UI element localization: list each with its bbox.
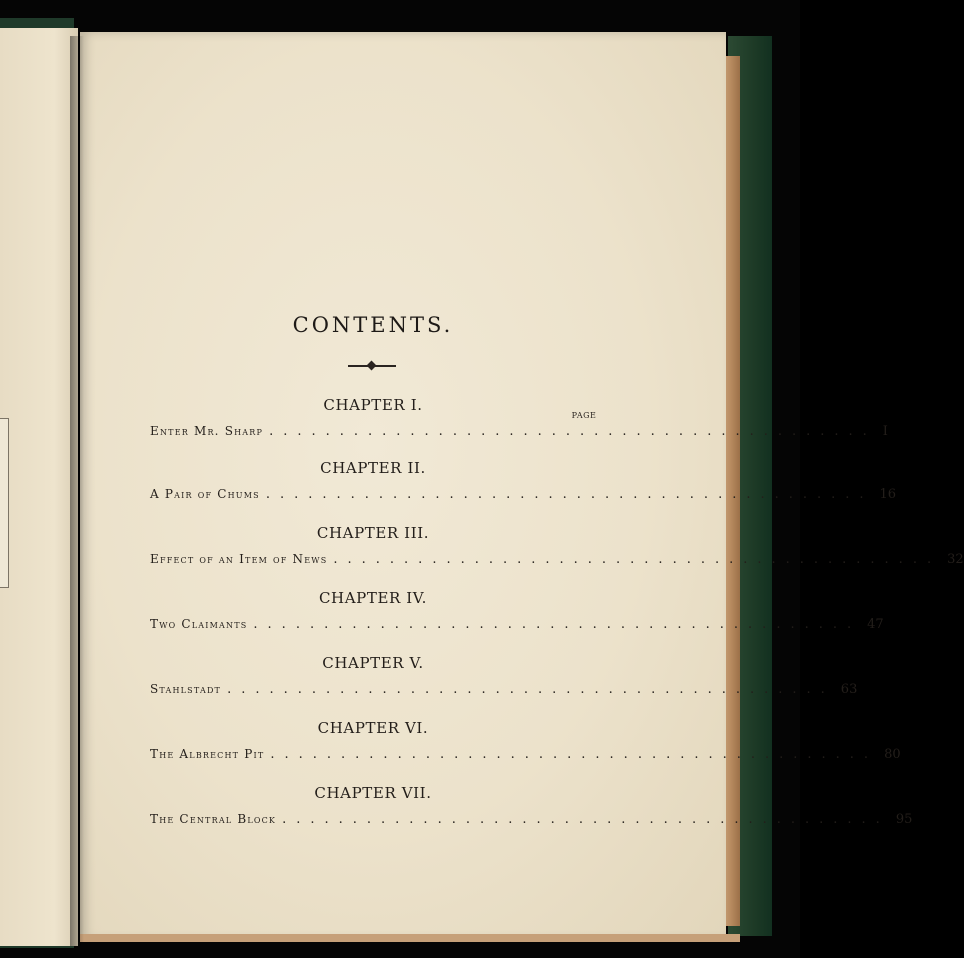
toc-line <box>150 747 901 767</box>
chapter-title: Effect of an Item of News <box>150 552 328 566</box>
facing-page <box>0 28 78 946</box>
leader-dots: ........................................... <box>282 812 890 827</box>
toc-entry <box>150 524 964 582</box>
chapter-title: Stahlstadt <box>150 682 222 696</box>
chapter-heading: CHAPTER VI. <box>317 719 429 737</box>
page-number: 47 <box>867 617 884 632</box>
chapter-heading: CHAPTER IV. <box>318 589 427 607</box>
toc-line <box>150 424 888 444</box>
leader-dots: ........................................... <box>227 682 835 697</box>
page-number: 95 <box>895 812 913 827</box>
chapter-heading: CHAPTER V. <box>322 654 424 672</box>
toc-line <box>150 812 913 832</box>
page-number: I <box>882 424 888 439</box>
toc-entry <box>150 396 888 454</box>
chapter-title: The Central Block <box>150 812 277 826</box>
chapter-title: Enter Mr. Sharp <box>150 424 264 438</box>
contents-heading: CONTENTS. <box>292 313 454 337</box>
chapter-heading: CHAPTER VII. <box>314 784 432 802</box>
toc-entry <box>150 784 913 842</box>
page-number: 16 <box>879 487 897 502</box>
toc-line <box>150 617 884 637</box>
leader-dots: ........................................... <box>270 747 879 762</box>
leader-dots: ........................................... <box>265 487 874 502</box>
page-column-heading: PAGE <box>571 411 597 420</box>
leader-dots: ........................................... <box>253 617 862 632</box>
chapter-heading: CHAPTER III. <box>316 524 430 542</box>
toc-entry <box>150 719 901 777</box>
leader-dots: ........................................... <box>333 552 942 567</box>
chapter-heading: CHAPTER II. <box>320 459 426 477</box>
toc-line <box>150 487 897 507</box>
page-number: 63 <box>840 682 858 697</box>
chapter-heading: CHAPTER I. <box>323 396 423 414</box>
chapter-title: A Pair of Chums <box>150 487 260 501</box>
chapter-title: Two Claimants <box>150 617 248 631</box>
toc-entry <box>150 654 858 712</box>
chapter-title: The Albrecht Pit <box>150 747 265 761</box>
page-bottom-edge <box>80 934 740 942</box>
gutter-shadow <box>70 36 84 946</box>
toc-line <box>150 682 858 702</box>
toc-entry <box>150 459 897 517</box>
page-number: 80 <box>884 747 901 762</box>
toc-line <box>150 552 964 572</box>
page-number: 32 <box>947 552 964 567</box>
leader-dots: ........................................... <box>269 424 877 439</box>
toc-entry <box>150 589 884 647</box>
facing-page-plate-edge <box>0 418 9 588</box>
